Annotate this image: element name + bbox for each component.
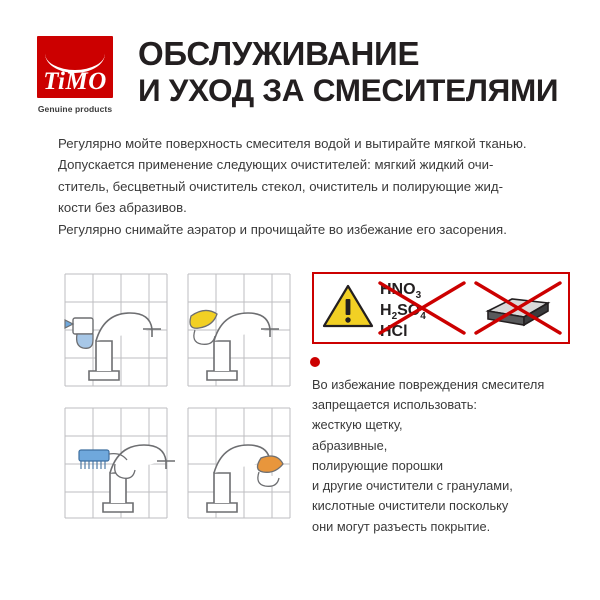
prohibit-line-8: они могут разъесть покрытие. (312, 518, 491, 534)
page-title-line-2: И УХОД ЗА СМЕСИТЕЛЯМИ (138, 71, 559, 108)
prohibit-line-5: полирующие порошки (312, 457, 443, 473)
intro-paragraph (58, 133, 578, 240)
intro-line-3: ститель, бесцветный очиститель стекол, очиститель и полирующие жид- (58, 178, 503, 194)
red-bullet-marker (310, 357, 320, 367)
page-title (124, 34, 578, 108)
intro-line-2: Допускается применение следующих очистителей: мягкий жидкий очи- (58, 157, 494, 173)
formula-h2so4: $H_2SO_4$ (380, 301, 426, 323)
prohibit-line-1: Во избежание повреждения смесителя (312, 377, 545, 392)
intro-line-1: Регулярно мойте поверхность смесителя водой и вытирайте мягкой тканью. (58, 136, 527, 151)
faucet-cleaning-illustration-set (55, 268, 300, 528)
faucet-illustration-2 (207, 313, 279, 380)
spray-bottle-icon (65, 318, 93, 348)
maintenance-illustrations (55, 268, 300, 528)
prohibition-paragraph (312, 375, 580, 537)
formula-hcl: HCl (380, 322, 408, 340)
red-cross-icon-chemicals (376, 277, 472, 339)
chemicals-warning-box (312, 272, 570, 344)
formula-hno3: $HNO_3$ (380, 281, 422, 302)
cloth-icon-2 (257, 456, 283, 486)
chemical-formulas (376, 277, 472, 339)
sponge-icon (472, 277, 568, 339)
abrasive-sponge (472, 277, 568, 339)
prohibit-line-7: кислотные очистители поскольку (312, 498, 509, 514)
prohibit-line-2: запрещается использовать: (312, 397, 477, 413)
intro-line-5: Регулярно снимайте аэратор и прочищайте во избежание его засорения. (58, 221, 507, 237)
prohibit-line-4: абразивные, (312, 437, 388, 453)
faucet-illustration-1 (89, 313, 161, 380)
faucet-illustration-3 (103, 445, 175, 512)
prohibit-line-3: жесткую щетку, (312, 417, 403, 433)
timo-logo-mark (37, 36, 113, 98)
cloth-icon-1 (190, 310, 217, 344)
warning-triangle-icon (320, 283, 376, 334)
brand-tagline: Genuine products (37, 104, 113, 114)
document-header (26, 34, 578, 114)
logo-wordmark: TiMO (43, 68, 107, 95)
prohibit-line-6: и другие очистители с гранулами, (312, 478, 513, 494)
page-title-line-1: ОБСЛУЖИВАНИЕ (138, 35, 420, 72)
intro-line-4: кости без абразивов. (58, 200, 187, 216)
brand-logo (26, 34, 124, 114)
